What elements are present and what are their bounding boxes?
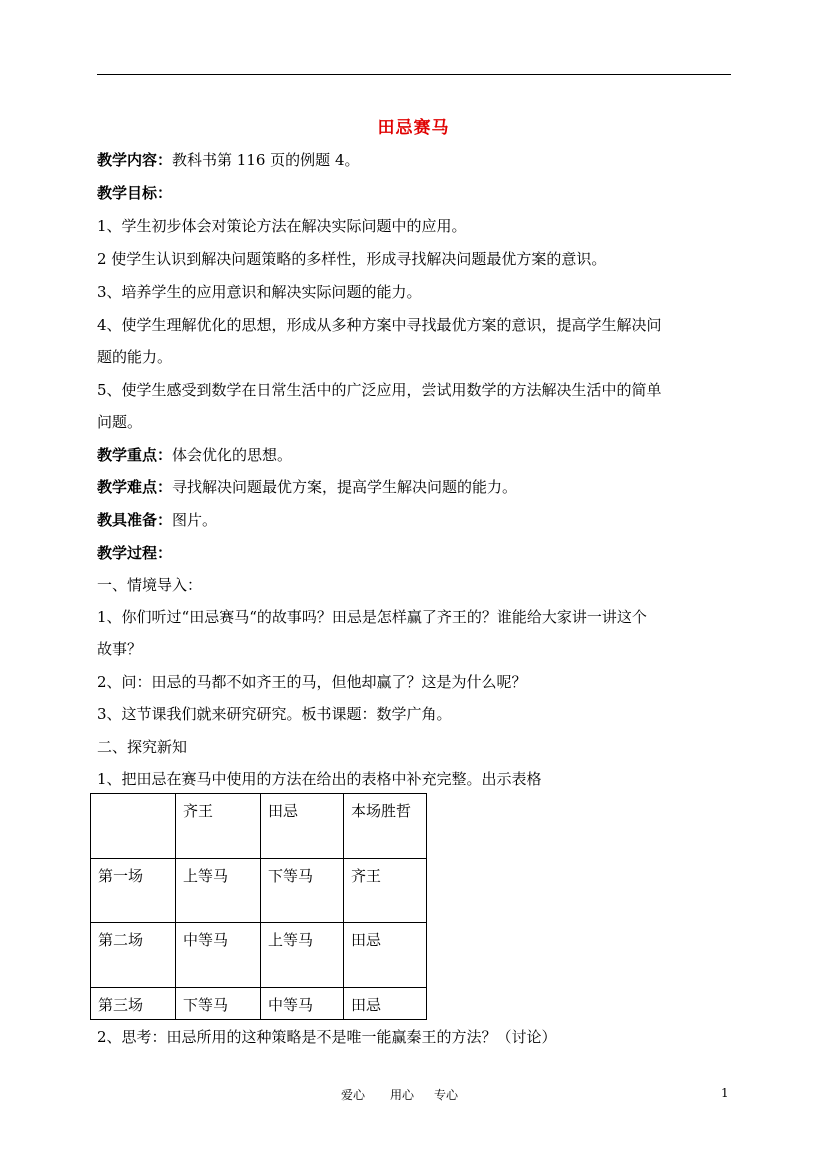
page-title: 田忌赛马 xyxy=(377,118,450,138)
table-row xyxy=(91,859,427,923)
section2-item: 2、思考：田忌所用的这种策略是不是唯一能赢秦王的方法？（讨论） xyxy=(97,1028,557,1046)
table-header-cell: 本场胜哲 xyxy=(344,794,427,859)
key-point-line xyxy=(97,445,737,465)
key-point-label: 教学重点： xyxy=(97,446,173,464)
key-point-text: 体会优化的思想。 xyxy=(172,446,293,464)
difficulty-line xyxy=(97,477,737,497)
table-cell: 田忌 xyxy=(344,923,427,988)
goal-item: 1、学生初步体会对策论方法在解决实际问题中的应用。 xyxy=(97,217,467,235)
content-text: 教科书第 116 页的例题 4。 xyxy=(172,151,360,169)
table-cell: 齐王 xyxy=(344,859,427,923)
table-cell: 中等马 xyxy=(176,923,261,988)
footer-text-left: 爱心 xyxy=(341,1088,366,1102)
table-header-row xyxy=(91,794,427,859)
section1-item: 1、你们听过“田忌赛马“的故事吗？田忌是怎样赢了齐王的？谁能给大家讲一讲这个 xyxy=(97,608,647,626)
goal-item: 问题。 xyxy=(97,413,143,431)
goal-item: 5、使学生感受到数学在日常生活中的广泛应用，尝试用数学的方法解决生活中的简单 xyxy=(97,381,662,399)
table-cell: 中等马 xyxy=(261,988,344,1020)
table-cell: 下等马 xyxy=(261,859,344,923)
difficulty-label: 教学难点： xyxy=(97,478,173,496)
footer-text-right: 专心 xyxy=(434,1088,459,1102)
section1-item: 3、这节课我们就来研究研究。板书课题：数学广角。 xyxy=(97,705,452,723)
goal-item: 题的能力。 xyxy=(97,348,173,366)
race-table xyxy=(90,793,427,1020)
table-header-cell: 田忌 xyxy=(261,794,344,859)
process-heading xyxy=(97,543,737,563)
table-cell: 第二场 xyxy=(91,923,176,988)
difficulty-text: 寻找解决问题最优方案，提高学生解决问题的能力。 xyxy=(172,478,518,496)
table-header-cell: 齐王 xyxy=(176,794,261,859)
goals-heading xyxy=(97,183,737,203)
content-line xyxy=(97,150,737,170)
materials-text: 图片。 xyxy=(172,511,218,529)
table-cell: 上等马 xyxy=(176,859,261,923)
section2-item: 1、把田忌在赛马中使用的方法在给出的表格中补充完整。出示表格 xyxy=(97,770,542,788)
goal-item: 2 使学生认识到解决问题策略的多样性，形成寻找解决问题最优方案的意识。 xyxy=(97,250,607,268)
table-header-cell xyxy=(91,794,176,859)
materials-label: 教具准备： xyxy=(97,511,173,529)
table-cell: 第三场 xyxy=(91,988,176,1020)
section-heading: 二、探究新知 xyxy=(97,738,188,756)
header-rule xyxy=(97,74,731,75)
section1-item: 故事？ xyxy=(97,640,143,658)
table-cell: 下等马 xyxy=(176,988,261,1020)
table-cell: 田忌 xyxy=(344,988,427,1020)
goal-item: 3、培养学生的应用意识和解决实际问题的能力。 xyxy=(97,283,422,301)
section1-item: 2、问：田忌的马都不如齐王的马，但他却赢了？这是为什么呢？ xyxy=(97,673,527,691)
goal-item: 4、使学生理解优化的思想，形成从多种方案中寻找最优方案的意识，提高学生解决问 xyxy=(97,316,662,334)
table-cell: 第一场 xyxy=(91,859,176,923)
table-cell: 上等马 xyxy=(261,923,344,988)
table-row xyxy=(91,988,427,1020)
materials-line xyxy=(97,510,737,530)
goals-heading-text: 教学目标： xyxy=(97,184,173,202)
section-heading: 一、情境导入： xyxy=(97,576,203,594)
page-number: 1 xyxy=(721,1086,729,1100)
process-heading-text: 教学过程： xyxy=(97,544,173,562)
footer-text-mid: 用心 xyxy=(390,1088,415,1102)
table-row xyxy=(91,923,427,988)
content-label: 教学内容： xyxy=(97,151,173,169)
